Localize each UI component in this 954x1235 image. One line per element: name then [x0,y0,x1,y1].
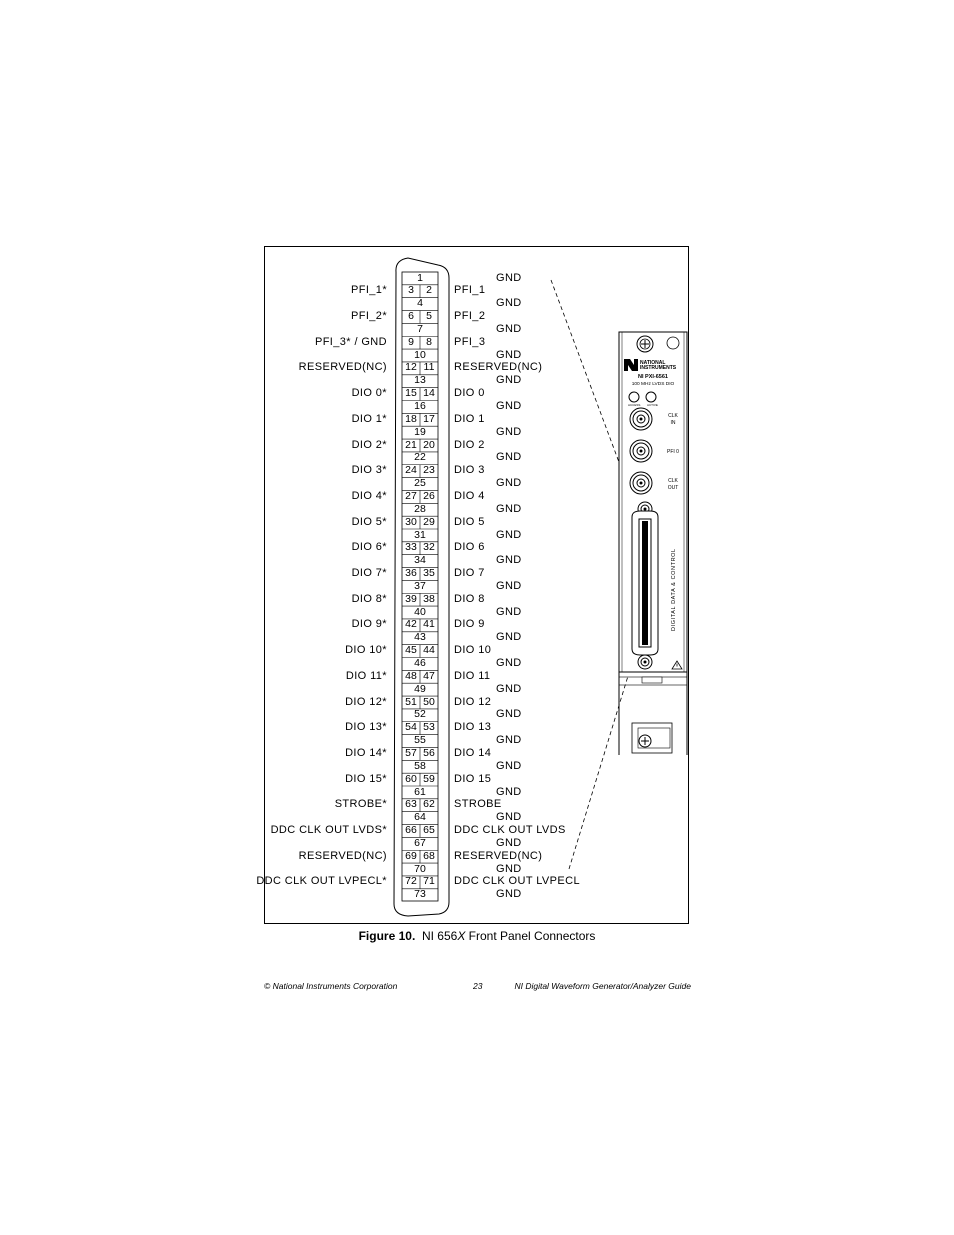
signal-label-left: PFI_1* [350,284,387,297]
pin-number: 28 [414,502,426,515]
pin-number: 47 [423,669,435,682]
gnd-label: GND [496,400,522,412]
active-led-icon [646,392,656,402]
signal-label-right: DIO 13 [454,721,492,734]
pin-number: 32 [423,541,435,554]
jackscrew-bottom-icon [638,655,652,669]
device-front-panel [618,331,690,761]
pin-number: 21 [405,438,417,451]
pin-number: 58 [414,759,426,772]
pin-number: 6 [408,310,414,323]
signal-label-right: DIO 5 [454,515,485,528]
led-access-label: ACCESS [628,403,641,407]
gnd-label: GND [496,579,522,592]
gnd-label: GND [496,374,522,387]
pin-number: 59 [423,772,435,785]
pin-number: 9 [408,335,414,348]
pin-number: 69 [405,849,417,862]
signal-label-left: DIO 11* [345,669,387,682]
pin-number: 60 [405,772,417,785]
signal-label-left: DIO 14* [345,746,387,759]
device-model: NI PXI-6561 [638,374,668,380]
pin-number: 11 [423,361,435,374]
figure-title-italic: X [457,929,466,943]
signal-label-right: PFI_2 [454,310,486,323]
footer-page-number: 23 [473,981,483,991]
pin-number: 49 [414,682,426,695]
signal-label-left: DIO 13* [345,721,387,734]
gnd-label: GND [496,271,522,284]
pin-number: 13 [414,374,426,387]
pin-number: 36 [405,567,417,580]
pin-number: 68 [423,849,435,862]
pin-number: 52 [414,708,426,721]
pin-number: 4 [417,297,423,310]
gnd-label: GND [496,631,522,644]
pin-number: 24 [405,464,417,477]
pin-number: 33 [405,541,417,554]
pin-number: 29 [423,515,435,528]
pin-number: 39 [405,592,417,605]
pin-number: 42 [405,618,417,631]
pin-number: 7 [417,322,423,335]
pin-number: 35 [423,567,435,580]
ni-logo-icon [624,359,638,371]
pin-number: 16 [414,400,426,412]
gnd-label: GND [496,708,522,721]
signal-label-right: DDC CLK OUT LVDS [454,824,566,837]
pin-number: 53 [423,721,435,734]
figure-caption [0,929,954,943]
footer-copyright: © National Instruments Corporation [264,981,398,991]
pin-number: 40 [414,605,426,618]
signal-label-left: DDC CLK OUT LVPECL* [256,875,387,888]
signal-label-right: DIO 7 [454,567,485,580]
signal-label-right: DIO 15 [454,772,492,785]
signal-label-left: STROBE* [334,798,387,811]
signal-label-left: RESERVED(NC) [298,849,387,862]
pin-number: 30 [405,515,417,528]
brand-line1: NATIONAL [640,360,666,366]
gnd-label: GND [496,888,522,901]
signal-label-right: DIO 10 [454,644,492,657]
pin-number: 61 [414,785,426,798]
signal-label-right: DDC CLK OUT LVPECL [454,875,580,888]
gnd-label: GND [496,811,522,824]
pin-number: 22 [414,451,426,464]
signal-label-left: DIO 5* [351,515,387,528]
signal-label-left: PFI_2* [350,310,387,323]
clk-out-label-1: CLK [668,478,678,484]
gnd-label: GND [496,528,522,541]
signal-label-left: PFI_3* / GND [314,335,387,348]
signal-label-right: DIO 4 [454,489,485,502]
signal-label-left: DIO 1* [351,412,387,425]
signal-label-right: PFI_3 [454,335,486,348]
gnd-label: GND [496,605,522,618]
pin-number: 23 [423,464,435,477]
pin-number: 2 [426,284,432,297]
pin-number: 34 [414,554,426,567]
pin-number: 54 [405,721,417,734]
connector-label: DIGITAL DATA & CONTROL [671,548,677,631]
pin-number: 3 [408,284,414,297]
pin-number: 64 [414,811,426,824]
signal-label-left: DIO 7* [351,567,387,580]
pin-number: 41 [423,618,435,631]
gnd-label: GND [496,734,522,747]
signal-label-right: RESERVED(NC) [454,361,543,374]
pin-number: 72 [405,875,417,888]
pin-number: 55 [414,734,426,747]
signal-label-left: DIO 6* [351,541,387,554]
led-active-label: ACTIVE [647,403,658,407]
signal-label-left: DIO 15* [345,772,387,785]
pin-number: 25 [414,477,426,490]
signal-label-right: DIO 14 [454,746,492,759]
pin-number: 66 [405,824,417,837]
signal-label-right: DIO 3 [454,464,485,477]
pin-number: 8 [426,335,432,348]
gnd-label: GND [496,862,522,875]
gnd-label: GND [496,759,522,772]
pin-number: 31 [414,528,426,541]
figure-title-suffix: Front Panel Connectors [465,929,596,943]
gnd-label: GND [496,297,522,310]
signal-label-left: DIO 9* [351,618,387,631]
pin-number: 26 [423,489,435,502]
pin-number: 67 [414,836,426,849]
signal-label-right: DIO 8 [454,592,485,605]
signal-label-right: DIO 0 [454,387,485,400]
signal-label-right: DIO 11 [454,669,491,682]
signal-label-left: DIO 3* [351,464,387,477]
pin-number: 45 [405,644,417,657]
signal-label-right: DIO 6 [454,541,485,554]
pin-number: 5 [426,310,432,323]
signal-label-left: DIO 12* [345,695,387,708]
pin-number: 62 [423,798,435,811]
pin-number: 51 [405,695,417,708]
signal-label-right: DIO 12 [454,695,492,708]
signal-label-left: DIO 2* [351,438,387,451]
gnd-label: GND [496,477,522,490]
pin-number: 65 [423,824,435,837]
footer-guide-title: NI Digital Waveform Generator/Analyzer Guide [514,981,691,991]
signal-label-right: DIO 2 [454,438,485,451]
clk-out-label-2: OUT [667,485,679,491]
pin-number: 18 [405,412,417,425]
pin-number: 57 [405,746,417,759]
pin-number: 15 [405,387,417,400]
pin-number: 20 [423,438,435,451]
signal-label-left: DIO 8* [351,592,387,605]
pin-number: 19 [414,425,426,438]
pin-number: 27 [405,489,417,502]
pin-number: 71 [423,875,435,888]
pin-number: 14 [423,387,435,400]
top-screw-icon [637,336,653,352]
vhdci-connector-icon [632,511,658,655]
clk-in-label-1: CLK [668,413,678,419]
pin-number: 37 [414,579,426,592]
signal-label-left: DDC CLK OUT LVDS* [270,824,387,837]
pin-number: 70 [414,862,426,875]
gnd-label: GND [496,836,522,849]
pin-number: 10 [414,348,426,361]
clk-in-label-2: IN [670,420,676,426]
signal-label-right: RESERVED(NC) [454,849,543,862]
gnd-label: GND [496,657,522,669]
gnd-label: GND [496,451,522,464]
pin-number: 46 [414,657,426,669]
pin-number: 73 [414,888,426,901]
gnd-label: GND [496,502,522,515]
gnd-label: GND [496,348,522,361]
pin-number: 50 [423,695,435,708]
signal-label-left: RESERVED(NC) [298,361,387,374]
pin-number: 63 [405,798,417,811]
device-subtitle: 100 MHz LVDS DIO [631,382,675,387]
gnd-label: GND [496,785,522,798]
signal-label-right: STROBE [454,798,502,811]
signal-label-left: DIO 4* [351,489,387,502]
pin-number: 38 [423,592,435,605]
pin-number: 17 [423,412,435,425]
gnd-label: GND [496,322,522,335]
clk-out-connector-icon [630,472,652,494]
pfi0-connector-icon [630,440,652,462]
pin-number: 44 [423,644,435,657]
clk-in-connector-icon [630,408,652,430]
pin-number: 48 [405,669,417,682]
gnd-label: GND [496,554,522,567]
pin-number: 43 [414,631,426,644]
pin-number: 1 [417,271,423,284]
gnd-label: GND [496,425,522,438]
bracket-screw-icon [639,735,651,747]
access-led-icon [629,392,639,402]
signal-label-left: DIO 10* [345,644,387,657]
signal-label-left: DIO 0* [351,387,387,400]
figure-title-prefix: NI 656 [421,929,458,943]
signal-label-right: PFI_1 [454,284,486,297]
pin-number: 56 [423,746,435,759]
signal-label-right: DIO 9 [454,618,485,631]
gnd-label: GND [496,682,522,695]
pin-number: 12 [405,361,417,374]
signal-label-right: DIO 1 [454,412,485,425]
pfi0-label: PFI 0 [667,449,679,455]
brand-line2: INSTRUMENTS [640,365,677,371]
figure-label: Figure 10. [358,929,416,943]
handle-hole-icon [667,337,679,349]
